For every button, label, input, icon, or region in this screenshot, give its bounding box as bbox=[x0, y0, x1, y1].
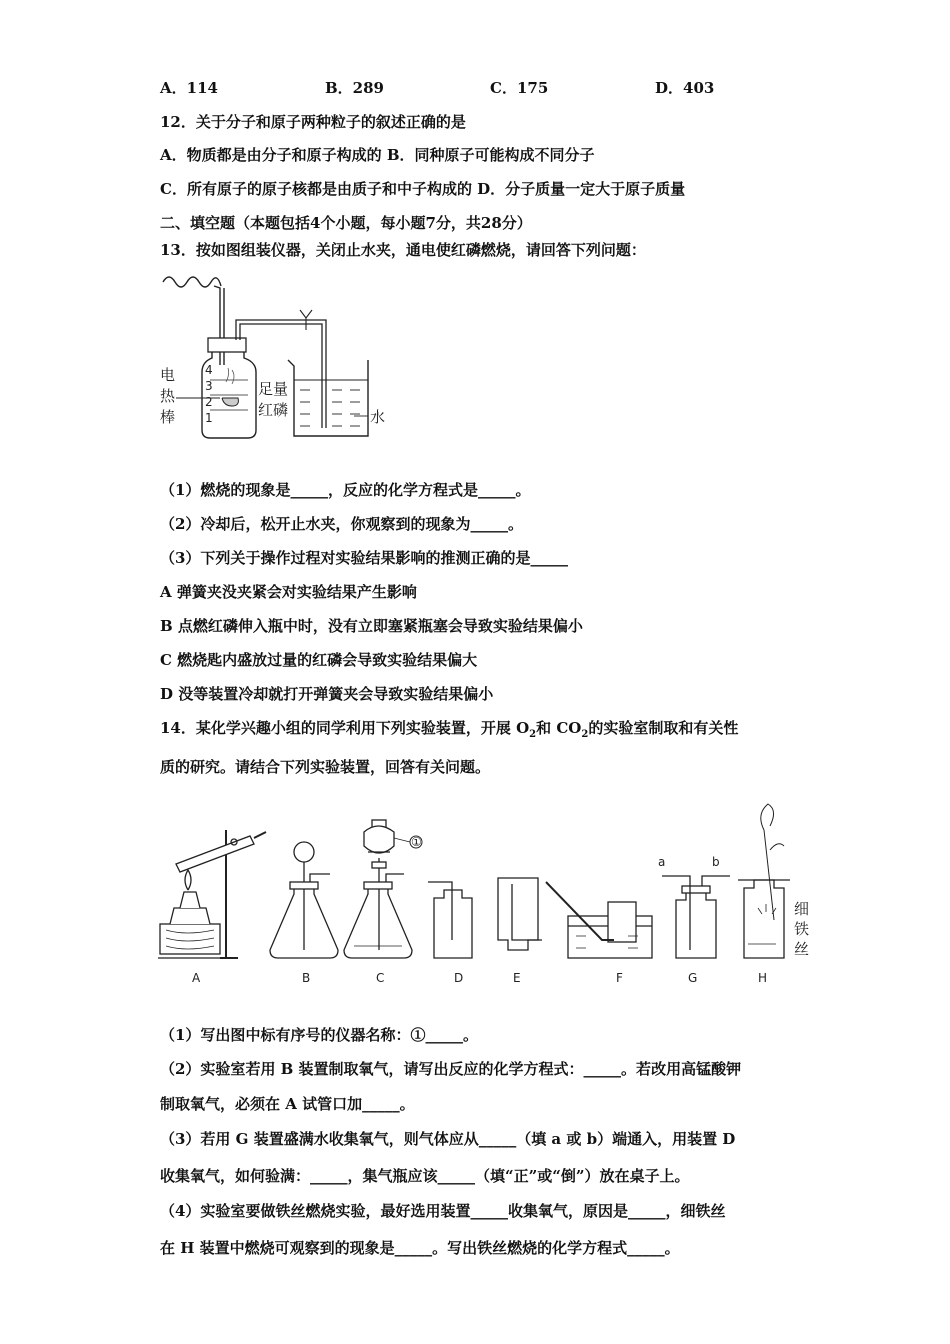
q13-stem: 13．按如图组装仪器，关闭止水夹，通电使红磷燃烧，请回答下列问题： bbox=[160, 241, 646, 259]
q12-stem: 12．关于分子和原子两种粒子的叙述正确的是 bbox=[160, 113, 466, 131]
water-label: 水 bbox=[370, 408, 386, 426]
option-a: A．114 bbox=[160, 79, 218, 97]
apparatus-g bbox=[662, 876, 730, 958]
wire-label-1: 细 bbox=[794, 900, 810, 918]
label-h: H bbox=[758, 971, 768, 985]
option-c: C．175 bbox=[490, 79, 549, 97]
label-b: B bbox=[302, 971, 311, 985]
scale-3: 3 bbox=[205, 379, 213, 393]
label-f: F bbox=[616, 971, 623, 985]
q13-sub1: （1）燃烧的现象是_____，反应的化学方程式是_____。 bbox=[160, 481, 531, 499]
q13-option-b: B 点燃红磷伸入瓶中时，没有立即塞紧瓶塞会导致实验结果偏小 bbox=[160, 617, 583, 635]
label-e: E bbox=[513, 971, 521, 985]
wire-label-3: 丝 bbox=[794, 940, 810, 958]
apparatus-b bbox=[270, 842, 338, 958]
circle-marker-1: ① bbox=[411, 835, 422, 849]
apparatus-h bbox=[738, 804, 790, 958]
q14-sub4-line2: 在 H 装置中燃烧可观察到的现象是_____。写出铁丝燃烧的化学方程式_____。 bbox=[160, 1239, 680, 1257]
rod-label-3: 棒 bbox=[160, 408, 176, 426]
port-a-label: a bbox=[658, 855, 666, 869]
q14-sub2-line1: （2）实验室若用 B 装置制取氧气，请写出反应的化学方程式：_____。若改用高锰酸钾 bbox=[160, 1060, 742, 1078]
q13-sub3: （3）下列关于操作过程对实验结果影响的推测正确的是_____ bbox=[160, 549, 568, 567]
beaker bbox=[288, 360, 368, 436]
q14-apparatus-figure bbox=[158, 790, 818, 990]
coil-icon bbox=[163, 277, 221, 287]
scale-1: 1 bbox=[205, 411, 213, 425]
apparatus-a bbox=[158, 830, 266, 958]
q14-sub4-line1: （4）实验室要做铁丝燃烧实验，最好选用装置_____收集氧气，原因是_____，细铁丝 bbox=[160, 1202, 726, 1220]
q14-sub1: （1）写出图中标有序号的仪器名称：①_____。 bbox=[160, 1026, 478, 1044]
phosphorus-label-2: 红磷 bbox=[258, 401, 289, 419]
q13-option-a: A 弹簧夹没夹紧会对实验结果产生影响 bbox=[160, 583, 417, 601]
label-a: A bbox=[192, 971, 201, 985]
q12-options-line1: A．物质都是由分子和原子构成的 B．同种原子可能构成不同分子 bbox=[160, 146, 595, 164]
burning-spoon bbox=[222, 398, 238, 406]
stopper bbox=[208, 338, 246, 352]
q13-option-d: D 没等装置冷却就打开弹簧夹会导致实验结果偏小 bbox=[160, 685, 494, 703]
section-heading: 二、填空题（本题包括4个小题，每小题7分，共28分） bbox=[160, 214, 532, 232]
port-b-label: b bbox=[712, 855, 720, 869]
rod-label-2: 热 bbox=[160, 387, 176, 405]
q13-sub2: （2）冷却后，松开止水夹，你观察到的现象为_____。 bbox=[160, 515, 523, 533]
phosphorus-label-1: 足量 bbox=[258, 380, 289, 398]
q14-sub3-line2: 收集氧气，如何验满：_____，集气瓶应该_____（填“正”或“倒”）放在桌子上。 bbox=[160, 1167, 690, 1185]
option-d: D．403 bbox=[655, 79, 715, 97]
label-d: D bbox=[454, 971, 464, 985]
scale-4: 4 bbox=[205, 363, 213, 377]
label-c: C bbox=[376, 971, 385, 985]
label-g: G bbox=[688, 971, 698, 985]
q13-option-c: C 燃烧匙内盛放过量的红磷会导致实验结果偏大 bbox=[160, 651, 478, 669]
q12-options-line2: C．所有原子的原子核都是由质子和中子构成的 D．分子质量一定大于原子质量 bbox=[160, 180, 686, 198]
q14-sub3-line1: （3）若用 G 装置盛满水收集氧气，则气体应从_____（填 a 或 b）端通入，用装置 D bbox=[160, 1130, 736, 1148]
apparatus-f bbox=[546, 882, 652, 958]
q14-stem: 14．某化学兴趣小组的同学利用下列实验装置，开展 $O_2$和 $CO_2$的实验室制取和有关性 bbox=[160, 719, 739, 740]
apparatus-d bbox=[428, 882, 472, 958]
q13-apparatus-figure bbox=[158, 270, 398, 445]
wire-label-2: 铁 bbox=[794, 920, 810, 938]
scale-2: 2 bbox=[205, 395, 213, 409]
apparatus-e bbox=[498, 878, 542, 950]
q14-stem-line2: 质的研究。请结合下列实验装置，回答有关问题。 bbox=[160, 758, 491, 776]
q14-sub2-line2: 制取氧气，必须在 A 试管口加_____。 bbox=[160, 1095, 415, 1113]
rod-label-1: 电 bbox=[160, 366, 176, 384]
option-b: B．289 bbox=[325, 79, 384, 97]
